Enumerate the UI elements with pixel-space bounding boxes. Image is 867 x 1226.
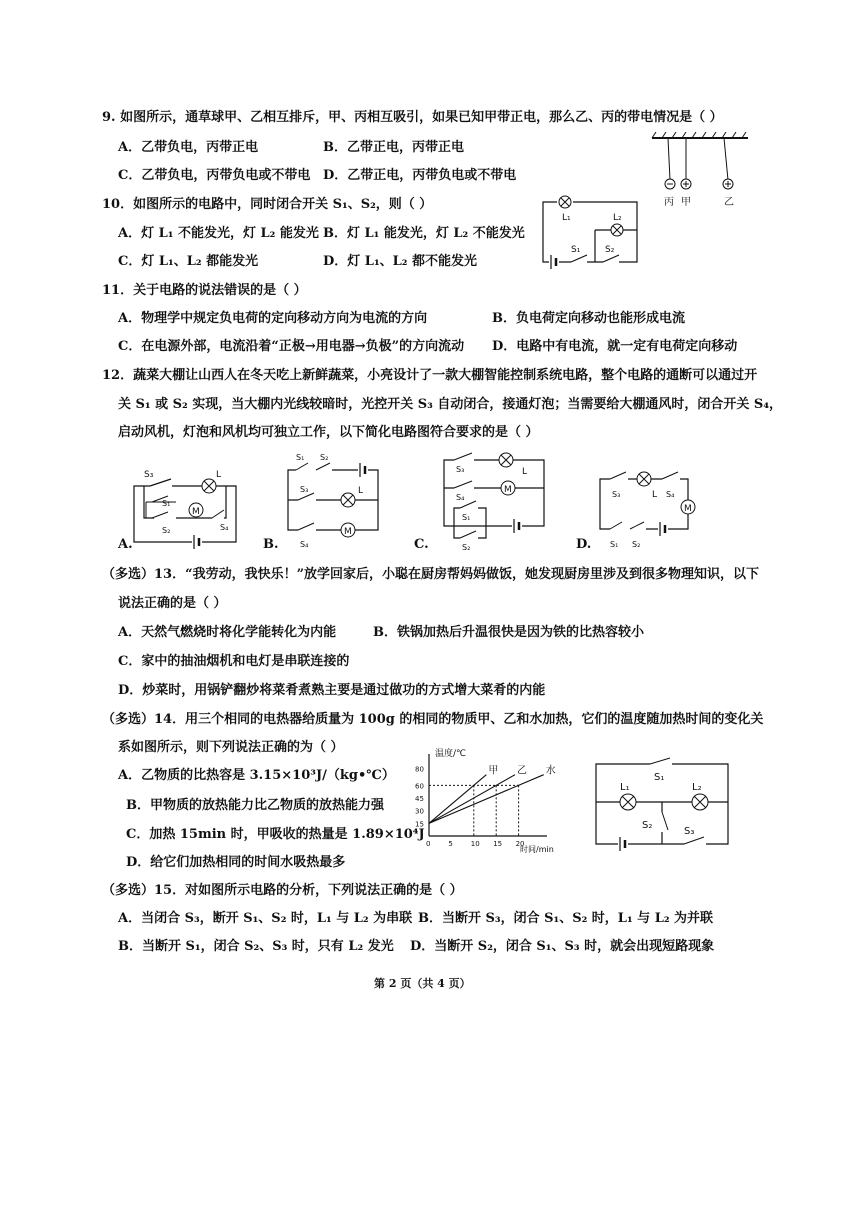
q15-label-s1: S₁: [654, 772, 665, 783]
q11-stem: 11．关于电路的说法错误的是（ ）: [102, 283, 307, 298]
q14-option-c: C．加热 15min 时，甲吸收的热量是 1.89×10⁴J: [126, 827, 425, 842]
chart-series-line-0: [429, 775, 486, 824]
q14-option-b: B．甲物质的放热能力比乙物质的放热能力强: [126, 798, 384, 813]
q14-line-2: 系如图所示，则下列说法正确的为（ ）: [118, 740, 344, 755]
q15-option-d: D．当断开 S₂，闭合 S₁、S₃ 时，就会出现短路现象: [410, 939, 715, 954]
q12c-lamp: L: [522, 467, 528, 477]
q15-option-c: B．当断开 S₁，闭合 S₂、S₃ 时，只有 L₂ 发光: [118, 939, 394, 954]
q9-option-c: C．乙带负电，丙带负电或不带电: [118, 168, 311, 183]
q12a-lamp: L: [216, 470, 222, 480]
q10-label-s1: S₁: [571, 245, 581, 255]
q13-line-1: （多选）13．“我劳动，我快乐！”放学回家后，小聪在厨房帮妈妈做饭，她发现厨房里涉及到很多物理知识，以下: [102, 567, 760, 582]
q10-label-l2: L₂: [613, 213, 622, 223]
q9-stem: 9. 如图所示，通草球甲、乙相互排斥，甲、丙相互吸引，如果已知甲带正电，那么乙、丙的带电情况是（ ）: [102, 110, 723, 125]
q15-label-s2: S₂: [642, 820, 653, 831]
chart-y-tick-0: 15: [415, 820, 424, 829]
q10-option-b: B．灯 L₁ 能发光，灯 L₂ 不能发光: [323, 226, 525, 241]
q12c-motor: M: [504, 485, 512, 495]
q13-line-2: 说法正确的是（ ）: [118, 596, 227, 611]
q10-option-a: A．灯 L₁ 不能发光，灯 L₂ 能发光: [118, 226, 319, 241]
chart-ylabel: 温度/℃: [435, 749, 467, 759]
q13-option-b: B．铁锅加热后升温很快是因为铁的比热容较小: [373, 625, 644, 640]
q9-label-bing: 丙: [664, 197, 674, 208]
q12b-lamp: L: [358, 486, 364, 496]
q10-stem: 10．如图所示的电路中，同时闭合开关 S₁、S₂，则（ ）: [102, 197, 433, 212]
q12a-s1: S₁: [162, 499, 171, 508]
q12-circuit-c: [432, 448, 552, 553]
q12-option-a: A.: [118, 537, 133, 552]
q12a-s4: S₄: [220, 523, 229, 532]
chart-series-label-2: 水: [545, 765, 556, 777]
q10-label-l1: L₁: [562, 213, 571, 223]
q11-option-b: B．负电荷定向移动也能形成电流: [492, 311, 685, 326]
q12b-motor: M: [344, 527, 352, 537]
chart-series-label-0: 甲: [488, 765, 499, 777]
chart-y-tick-4: 80: [415, 765, 424, 774]
q15-label-l2: L₂: [692, 782, 702, 793]
q12d-motor: M: [684, 504, 692, 514]
q15-circuit-figure: [588, 756, 736, 854]
chart-x-tick-1: 5: [448, 840, 453, 848]
q9-option-b: B．乙带正电，丙带正电: [323, 140, 464, 155]
q10-circuit-figure: [535, 192, 645, 272]
q14-line-1: （多选）14．用三个相同的电热器给质量为 100g 的相同的物质甲、乙和水加热，它们的温度随加热时间的变化关: [102, 712, 764, 727]
q12-line-2: 关 S₁ 或 S₂ 实现，当大棚内光线较暗时，光控开关 S₃ 自动闭合，接通灯泡；当需要给大棚通风时，闭合开关 S₄，: [118, 397, 783, 412]
q12-line-1: 12．蔬菜大棚让山西人在冬天吃上新鲜蔬菜，小亮设计了一款大棚智能控制系统电路，整个电路的通断可以通过开: [102, 368, 758, 383]
q15-label-l1: L₁: [620, 782, 630, 793]
q14-option-a: A．乙物质的比热容是 3.15×10³J/（kg•℃）: [118, 768, 395, 783]
q12-circuit-d: [590, 465, 702, 550]
chart-x-tick-2: 10: [470, 840, 480, 848]
chart-x-tick-3: 15: [493, 840, 503, 848]
q12-line-3: 启动风机，灯泡和风机均可独立工作，以下简化电路图符合要求的是（ ）: [118, 425, 539, 440]
q12c-s1: S₁: [462, 513, 471, 522]
chart-x-tick-4: 20: [515, 840, 525, 848]
chart-series-line-1: [429, 775, 515, 824]
q9-pith-balls-figure: [648, 132, 753, 210]
q15-option-a: A．当闭合 S₃，断开 S₁、S₂ 时，L₁ 与 L₂ 为串联: [118, 911, 413, 926]
q14-temperature-time-chart: [405, 748, 565, 856]
chart-xlabel: 时间/min: [520, 845, 554, 854]
chart-x-tick-0: 0: [426, 840, 431, 848]
chart-series-line-2: [429, 775, 544, 824]
q13-option-d: D．炒菜时，用锅铲翻炒将菜肴煮熟主要是通过做功的方式增大菜肴的内能: [118, 683, 546, 698]
q12c-s4: S₄: [456, 493, 465, 502]
q12d-s3: S₃: [612, 490, 621, 499]
q15-label-s3: S₃: [684, 826, 695, 837]
q12d-lamp: L: [652, 490, 658, 500]
q10-option-d: D．灯 L₁、L₂ 都不能发光: [323, 254, 477, 269]
q13-option-c: C．家中的抽油烟机和电灯是串联连接的: [118, 654, 350, 669]
q12b-s1: S₁: [296, 453, 305, 462]
q12c-s2: S₂: [462, 543, 471, 552]
q11-option-c: C．在电源外部，电流沿着“正极→用电器→负极”的方向流动: [118, 339, 465, 354]
q12a-s2: S₂: [162, 526, 171, 535]
q12-option-b: B.: [263, 537, 279, 552]
q12a-s3: S₃: [144, 470, 154, 480]
q9-label-jia: 甲: [681, 197, 691, 208]
q12-option-d: D.: [576, 537, 592, 552]
q11-option-d: D．电路中有电流，就一定有电荷定向移动: [492, 339, 738, 354]
q12d-s4: S₄: [666, 490, 675, 499]
q9-option-d: D．乙带正电，丙带负电或不带电: [323, 168, 517, 183]
chart-series-label-1: 乙: [517, 765, 528, 777]
q12a-motor: M: [192, 507, 200, 517]
page-footer: 第 2 页（共 4 页）: [374, 977, 471, 990]
q13-option-a: A．天然气燃烧时将化学能转化为内能: [118, 625, 337, 640]
q12c-s3: S₃: [456, 465, 465, 474]
chart-y-tick-1: 30: [415, 807, 424, 816]
q10-option-c: C．灯 L₁、L₂ 都能发光: [118, 254, 259, 269]
q12-circuit-b: [278, 450, 388, 550]
q12d-s2: S₂: [632, 540, 641, 549]
q12-circuit-a: [116, 458, 246, 553]
q9-label-yi: 乙: [724, 197, 734, 208]
q15-stem: （多选）15．对如图所示电路的分析，下列说法正确的是（ ）: [102, 883, 463, 898]
q14-option-d: D．给它们加热相同的时间水吸热最多: [126, 855, 346, 870]
chart-y-tick-2: 45: [415, 795, 424, 803]
q11-option-a: A．物理学中规定负电荷的定向移动方向为电流的方向: [118, 311, 428, 326]
q10-label-s2: S₂: [605, 245, 615, 255]
q12b-s4: S₄: [300, 540, 309, 549]
chart-y-tick-3: 60: [415, 782, 424, 791]
q12b-s3: S₃: [300, 485, 309, 494]
q12b-s2: S₂: [320, 453, 329, 462]
q9-option-a: A．乙带负电，丙带正电: [118, 140, 259, 155]
q12-option-c: C.: [414, 537, 429, 552]
q12d-s1: S₁: [610, 540, 619, 549]
q15-option-b: B．当断开 S₃，闭合 S₁、S₂ 时，L₁ 与 L₂ 为并联: [418, 911, 714, 926]
